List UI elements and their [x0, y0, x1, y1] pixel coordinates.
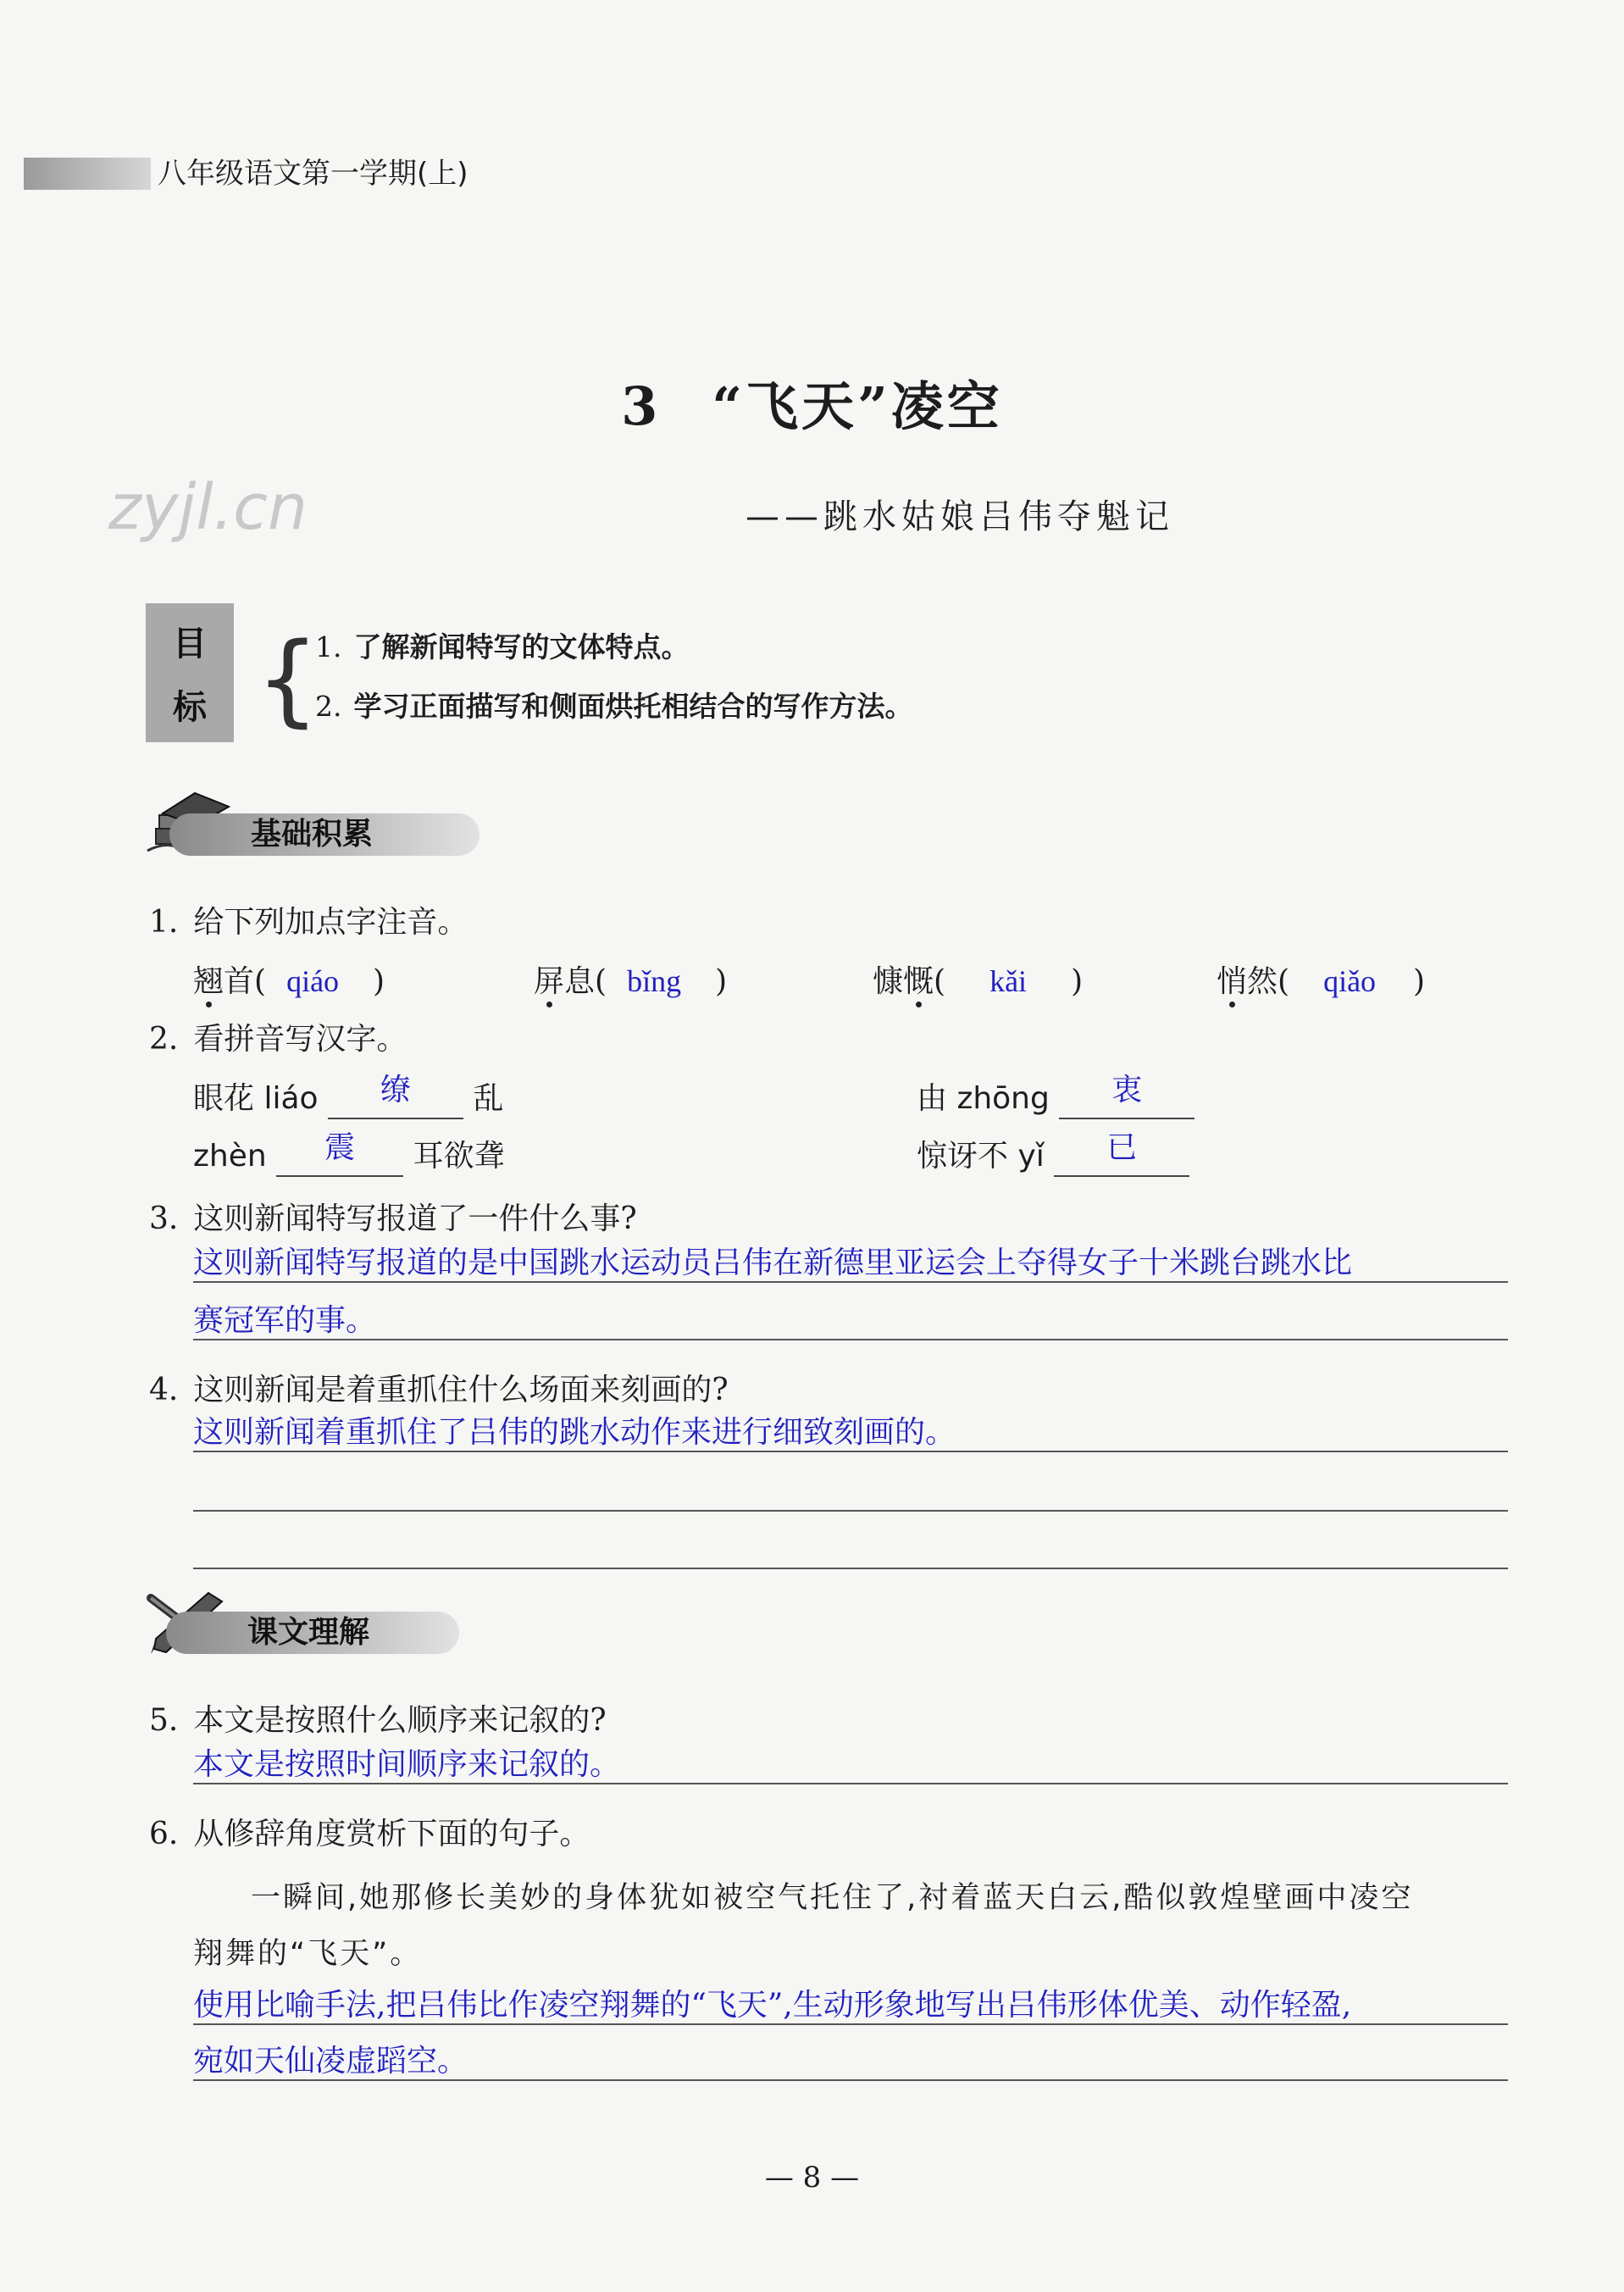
quote-line: 翔舞的“飞天”。	[193, 1937, 423, 1971]
q1-item-close: )	[373, 964, 385, 999]
question-text: 看拼音写汉字。	[193, 1022, 407, 1057]
dotted-char: 慨	[903, 964, 934, 999]
question-number: 3.	[149, 1201, 179, 1236]
answer-line: 宛如天仙凌虚蹈空。	[193, 2044, 468, 2078]
quote-line: 一瞬间,她那修长美妙的身体犹如被空气托住了,衬着蓝天白云,酷似敦煌壁画中凌空	[251, 1881, 1414, 1915]
answer-rule	[193, 2079, 1508, 2081]
answer-line: 这则新闻着重抓住了吕伟的跳水动作来进行细致刻画的。	[193, 1415, 956, 1450]
q1-item-text: (	[934, 964, 946, 999]
question-text: 给下列加点字注音。	[193, 905, 468, 940]
answer-rule	[193, 1510, 1508, 1512]
q2-item	[193, 1074, 503, 1119]
goal-text: 学习正面描写和侧面烘托相结合的写作方法。	[353, 690, 913, 723]
question-text: 这则新闻是着重抓住什么场面来刻画的?	[193, 1373, 729, 1407]
answer-pinyin: qiáo	[286, 964, 340, 998]
question-number: 4.	[149, 1373, 179, 1407]
answer-char: 震	[324, 1130, 356, 1165]
question-3	[149, 1195, 637, 1238]
goal-item	[315, 685, 913, 724]
question-2	[149, 1015, 407, 1058]
question-text: 本文是按照什么顺序来记叙的?	[193, 1703, 607, 1738]
q2-prompt: 由 zhōng	[917, 1081, 1050, 1116]
q1-item	[534, 957, 727, 1001]
dotted-char: 翘	[193, 964, 224, 999]
answer-char: 已	[1106, 1130, 1138, 1165]
question-text: 从修辞角度赏析下面的句子。	[193, 1817, 590, 1851]
question-4	[149, 1366, 729, 1409]
book-title: 八年级语文第一学期(上)	[158, 157, 468, 191]
goals-label-char: 目	[173, 624, 207, 663]
q2-suffix: 耳欲聋	[413, 1139, 505, 1174]
q1-item	[1217, 957, 1425, 1001]
answer-rule	[193, 1281, 1508, 1283]
question-number: 5.	[149, 1703, 179, 1738]
q2-prompt: 惊讶不 yǐ	[917, 1139, 1045, 1174]
q1-item-close: )	[1071, 964, 1084, 999]
q1-item-text: 慷	[873, 964, 904, 999]
answer-pinyin: qiǎo	[1323, 964, 1377, 998]
answer-rule	[193, 1568, 1508, 1569]
answer-line: 赛冠军的事。	[193, 1303, 377, 1338]
answer-rule	[193, 1339, 1508, 1340]
goal-number: 1.	[315, 630, 342, 663]
answer-pinyin: kǎi	[989, 964, 1028, 998]
question-1	[149, 898, 468, 941]
answer-pinyin: bǐng	[627, 964, 682, 998]
q2-prompt: 眼花 liáo	[193, 1081, 319, 1116]
answer-line: 本文是按照时间顺序来记叙的。	[193, 1747, 621, 1782]
q2-item	[917, 1074, 1194, 1119]
goal-number: 2.	[315, 690, 342, 723]
q2-item	[917, 1132, 1189, 1177]
section-basic-title: 基础积累	[169, 813, 479, 856]
goal-text: 了解新闻特写的文体特点。	[353, 630, 690, 663]
question-text: 这则新闻特写报道了一件什么事?	[193, 1201, 637, 1236]
answer-line: 这则新闻特写报道的是中国跳水运动员吕伟在新德里亚运会上夺得女子十米跳台跳水比	[193, 1246, 1353, 1280]
q2-suffix: 乱	[473, 1081, 504, 1116]
question-5	[149, 1696, 607, 1740]
question-6	[149, 1810, 590, 1853]
answer-rule	[193, 1451, 1508, 1452]
answer-char: 衷	[1111, 1073, 1143, 1107]
answer-line: 使用比喻手法,把吕伟比作凌空翔舞的“飞天”,生动形象地写出吕伟形体优美、动作轻盈,	[193, 1988, 1352, 2023]
q1-item-text: 然(	[1247, 964, 1290, 999]
page-number: — 8 —	[764, 2161, 860, 2195]
goals-label-char: 标	[173, 688, 207, 727]
lesson-title	[0, 364, 1624, 440]
dotted-char: 悄	[1217, 964, 1248, 999]
goals-label	[146, 603, 234, 742]
q1-item-text: 息(	[564, 964, 607, 999]
q1-item-text: 首(	[224, 964, 267, 999]
brace-icon: {	[256, 620, 320, 737]
answer-rule	[193, 2023, 1508, 2025]
q1-item-close: )	[715, 964, 728, 999]
header-bar	[24, 158, 151, 190]
goal-item	[315, 625, 690, 665]
lesson-name: “飞天”凌空	[712, 375, 1003, 437]
dotted-char: 屏	[534, 964, 565, 999]
q1-item-close: )	[1413, 964, 1426, 999]
question-number: 6.	[149, 1817, 179, 1851]
q2-prompt: zhèn	[193, 1139, 267, 1174]
lesson-number: 3	[621, 375, 662, 437]
section-comprehension-title: 课文理解	[166, 1612, 459, 1654]
watermark: zyjl.cn	[108, 471, 308, 544]
q1-item	[873, 957, 1083, 1001]
answer-rule	[193, 1783, 1508, 1784]
q1-item	[193, 957, 385, 1001]
lesson-subtitle: ——跳水姑娘吕伟夺魁记	[745, 497, 1174, 536]
answer-char: 缭	[380, 1073, 411, 1107]
q2-item	[193, 1132, 505, 1177]
question-number: 1.	[149, 905, 179, 940]
question-number: 2.	[149, 1022, 179, 1057]
